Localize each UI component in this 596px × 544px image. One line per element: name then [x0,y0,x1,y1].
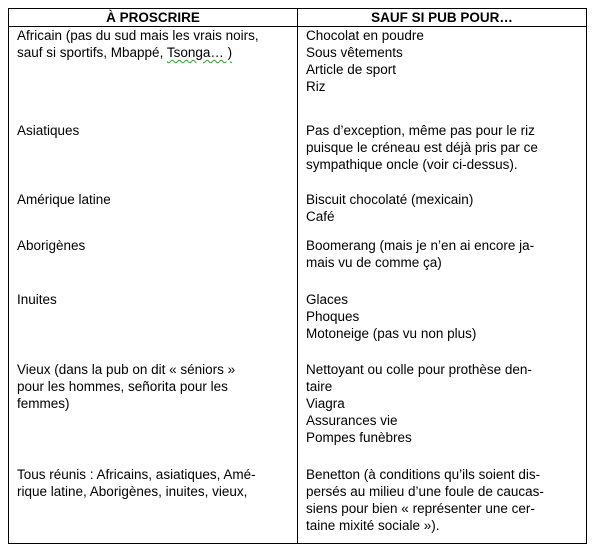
text-line: Article de sport [306,62,397,77]
cell-exception [298,185,587,237]
text-line: sympathique oncle (voir ci-dessus). [306,157,518,172]
header-except-ad-for: SAUF SI PUB POUR… [298,9,587,27]
table-row [9,237,587,289]
text-line: femmes) [17,396,70,411]
document-table [8,8,587,544]
spellcheck-underlined-text: Tsonga… ) [166,45,233,60]
text-line: Phoques [306,309,360,324]
header-row [9,9,587,27]
text-line: Viagra [306,396,345,411]
text-line: persés au milieu d’une foule de caucas- [306,484,544,499]
text-line: taine mixité sociale »). [306,518,440,533]
text-line: Amérique latine [17,192,111,207]
text-line: Riz [306,79,326,94]
cell-exception [298,355,587,460]
cell-exception [298,237,587,289]
table-row [9,289,587,355]
header-to-ban: À PROSCRIRE [9,9,298,27]
text-line: Assurances vie [306,413,398,428]
text-line: Nettoyant ou colle pour prothèse den- [306,362,532,377]
text-line: Aborigènes [17,238,86,253]
cell-to-ban [9,289,298,355]
table-row [9,355,587,460]
cell-to-ban [9,27,298,114]
text-line: Biscuit chocolaté (mexicain) [306,192,474,207]
text-line: Sous vêtements [306,45,403,60]
text-line: taire [306,379,333,394]
text-line [17,44,289,61]
text-line: Inuites [17,292,57,307]
text-line: Vieux (dans la pub on dit « séniors » [17,362,236,377]
table-row [9,113,587,185]
cell-exception [298,460,587,544]
cell-exception [298,27,587,114]
text-line: Benetton (à conditions qu’ils soient dis- [306,467,541,482]
text-line: Café [306,209,335,224]
text-line: mais vu de comme ça) [306,255,442,270]
text-line: Pompes funèbres [306,430,412,445]
cell-to-ban [9,113,298,185]
text-fragment: sauf si sportifs, Mbappé, [17,45,167,60]
cell-to-ban [9,355,298,460]
table-row [9,27,587,114]
text-line: Glaces [306,292,349,307]
cell-exception [298,289,587,355]
text-line: rique latine, Aborigènes, inuites, vieux, [17,484,248,499]
text-line: Tous réunis : Africains, asiatiques, Amé- [17,467,256,482]
text-line: puisque le créneau est déjà pris par ce [306,140,538,155]
table-row [9,460,587,544]
text-line: siens pour bien « représenter une cer- [306,501,535,516]
cell-to-ban [9,460,298,544]
text-line: Chocolat en poudre [306,28,424,43]
text-line: Motoneige (pas vu non plus) [306,326,477,341]
text-line: Africain (pas du sud mais les vrais noirs, [17,28,259,43]
cell-to-ban [9,185,298,237]
text-line: Pas d’exception, même pas pour le riz [306,123,535,138]
table-row [9,185,587,237]
text-line: Boomerang (mais je n’en ai encore ja- [306,238,535,253]
text-line: pour les hommes, señorita pour les [17,379,228,394]
cell-exception [298,113,587,185]
cell-to-ban [9,237,298,289]
text-line: Asiatiques [17,123,80,138]
